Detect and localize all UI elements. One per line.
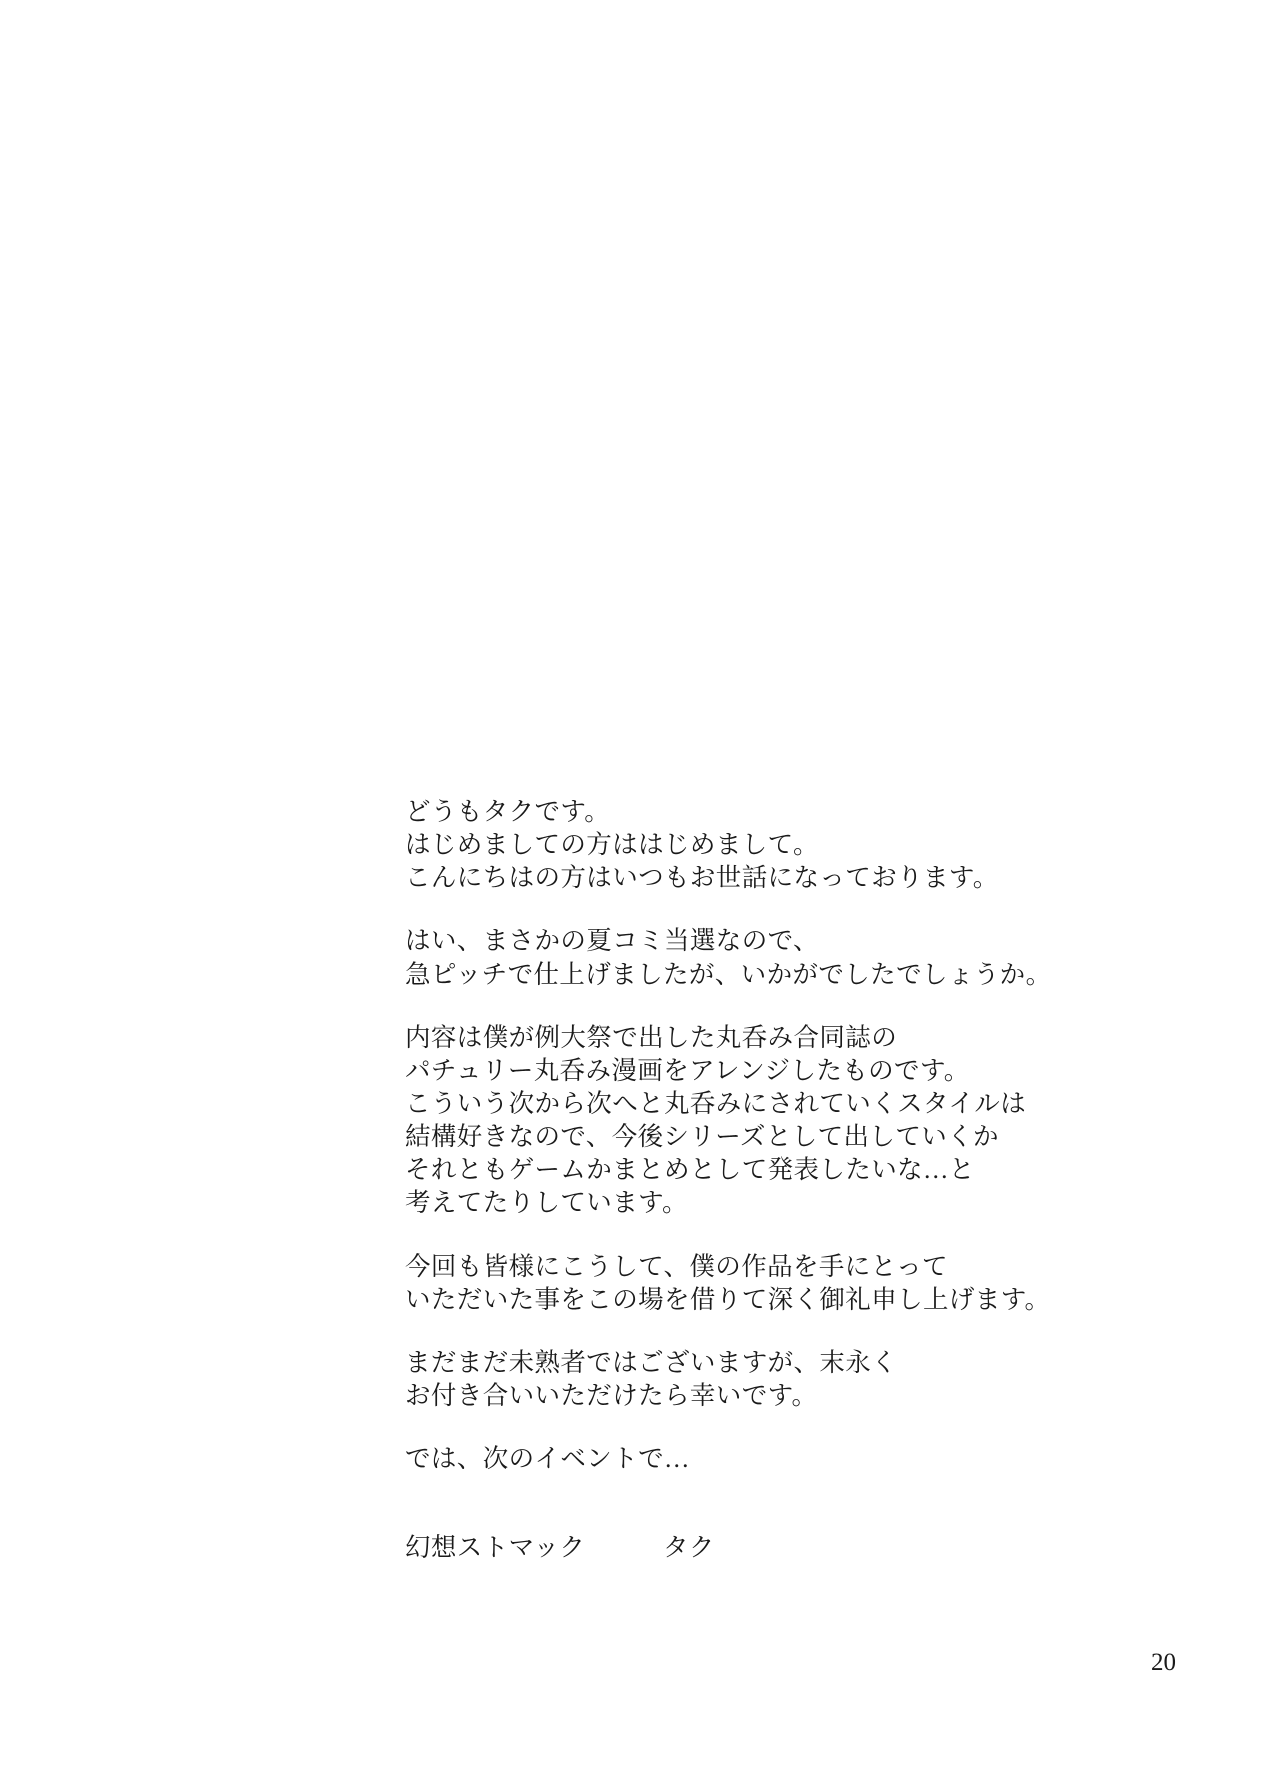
afterword-line: 急ピッチで仕上げましたが、いかがでしたでしょうか。 — [405, 959, 1052, 989]
afterword-line: どうもタクです。 — [405, 797, 611, 826]
afterword-signature — [405, 1531, 1205, 1564]
afterword-paragraph-5 — [405, 1346, 1205, 1412]
afterword-line: お付き合いいただけたら幸いです。 — [405, 1380, 818, 1410]
afterword-line: では、次のイベントで… — [405, 1444, 690, 1474]
afterword-line: パチュリー丸呑み漫画をアレンジしたものです。 — [405, 1055, 970, 1085]
afterword-paragraph-1 — [405, 795, 1205, 894]
afterword-line: それともゲームかまとめとして発表したいな…と — [405, 1155, 975, 1185]
signature-line: 幻想ストマック タク — [405, 1533, 715, 1563]
afterword-line: まだまだ未熟者ではございますが、末永く — [405, 1347, 898, 1377]
afterword-paragraph-2 — [405, 924, 1205, 990]
afterword-line: 今回も皆様にこうして、僕の作品を手にとって — [405, 1251, 948, 1281]
afterword-line: こういう次から次へと丸呑みにされていくスタイルは — [405, 1088, 1027, 1118]
afterword-text-block — [405, 795, 1205, 1564]
page-number: 20 — [1151, 1649, 1176, 1676]
afterword-line: はじめましての方ははじめまして。 — [405, 830, 819, 860]
afterword-line: はい、まさかの夏コミ当選なので、 — [405, 926, 819, 956]
afterword-paragraph-6 — [405, 1442, 1205, 1475]
afterword-line: 内容は僕が例大祭で出した丸呑み合同誌の — [405, 1022, 898, 1052]
afterword-paragraph-4 — [405, 1250, 1205, 1316]
afterword-line: こんにちはの方はいつもお世話になっております。 — [405, 863, 999, 893]
afterword-line: いただいた事をこの場を借りて深く御礼申し上げます。 — [405, 1284, 1051, 1314]
afterword-line: 考えてたりしています。 — [405, 1188, 688, 1218]
afterword-line: 結構好きなので、今後シリーズとして出していくか — [405, 1122, 999, 1152]
afterword-paragraph-3 — [405, 1021, 1205, 1220]
